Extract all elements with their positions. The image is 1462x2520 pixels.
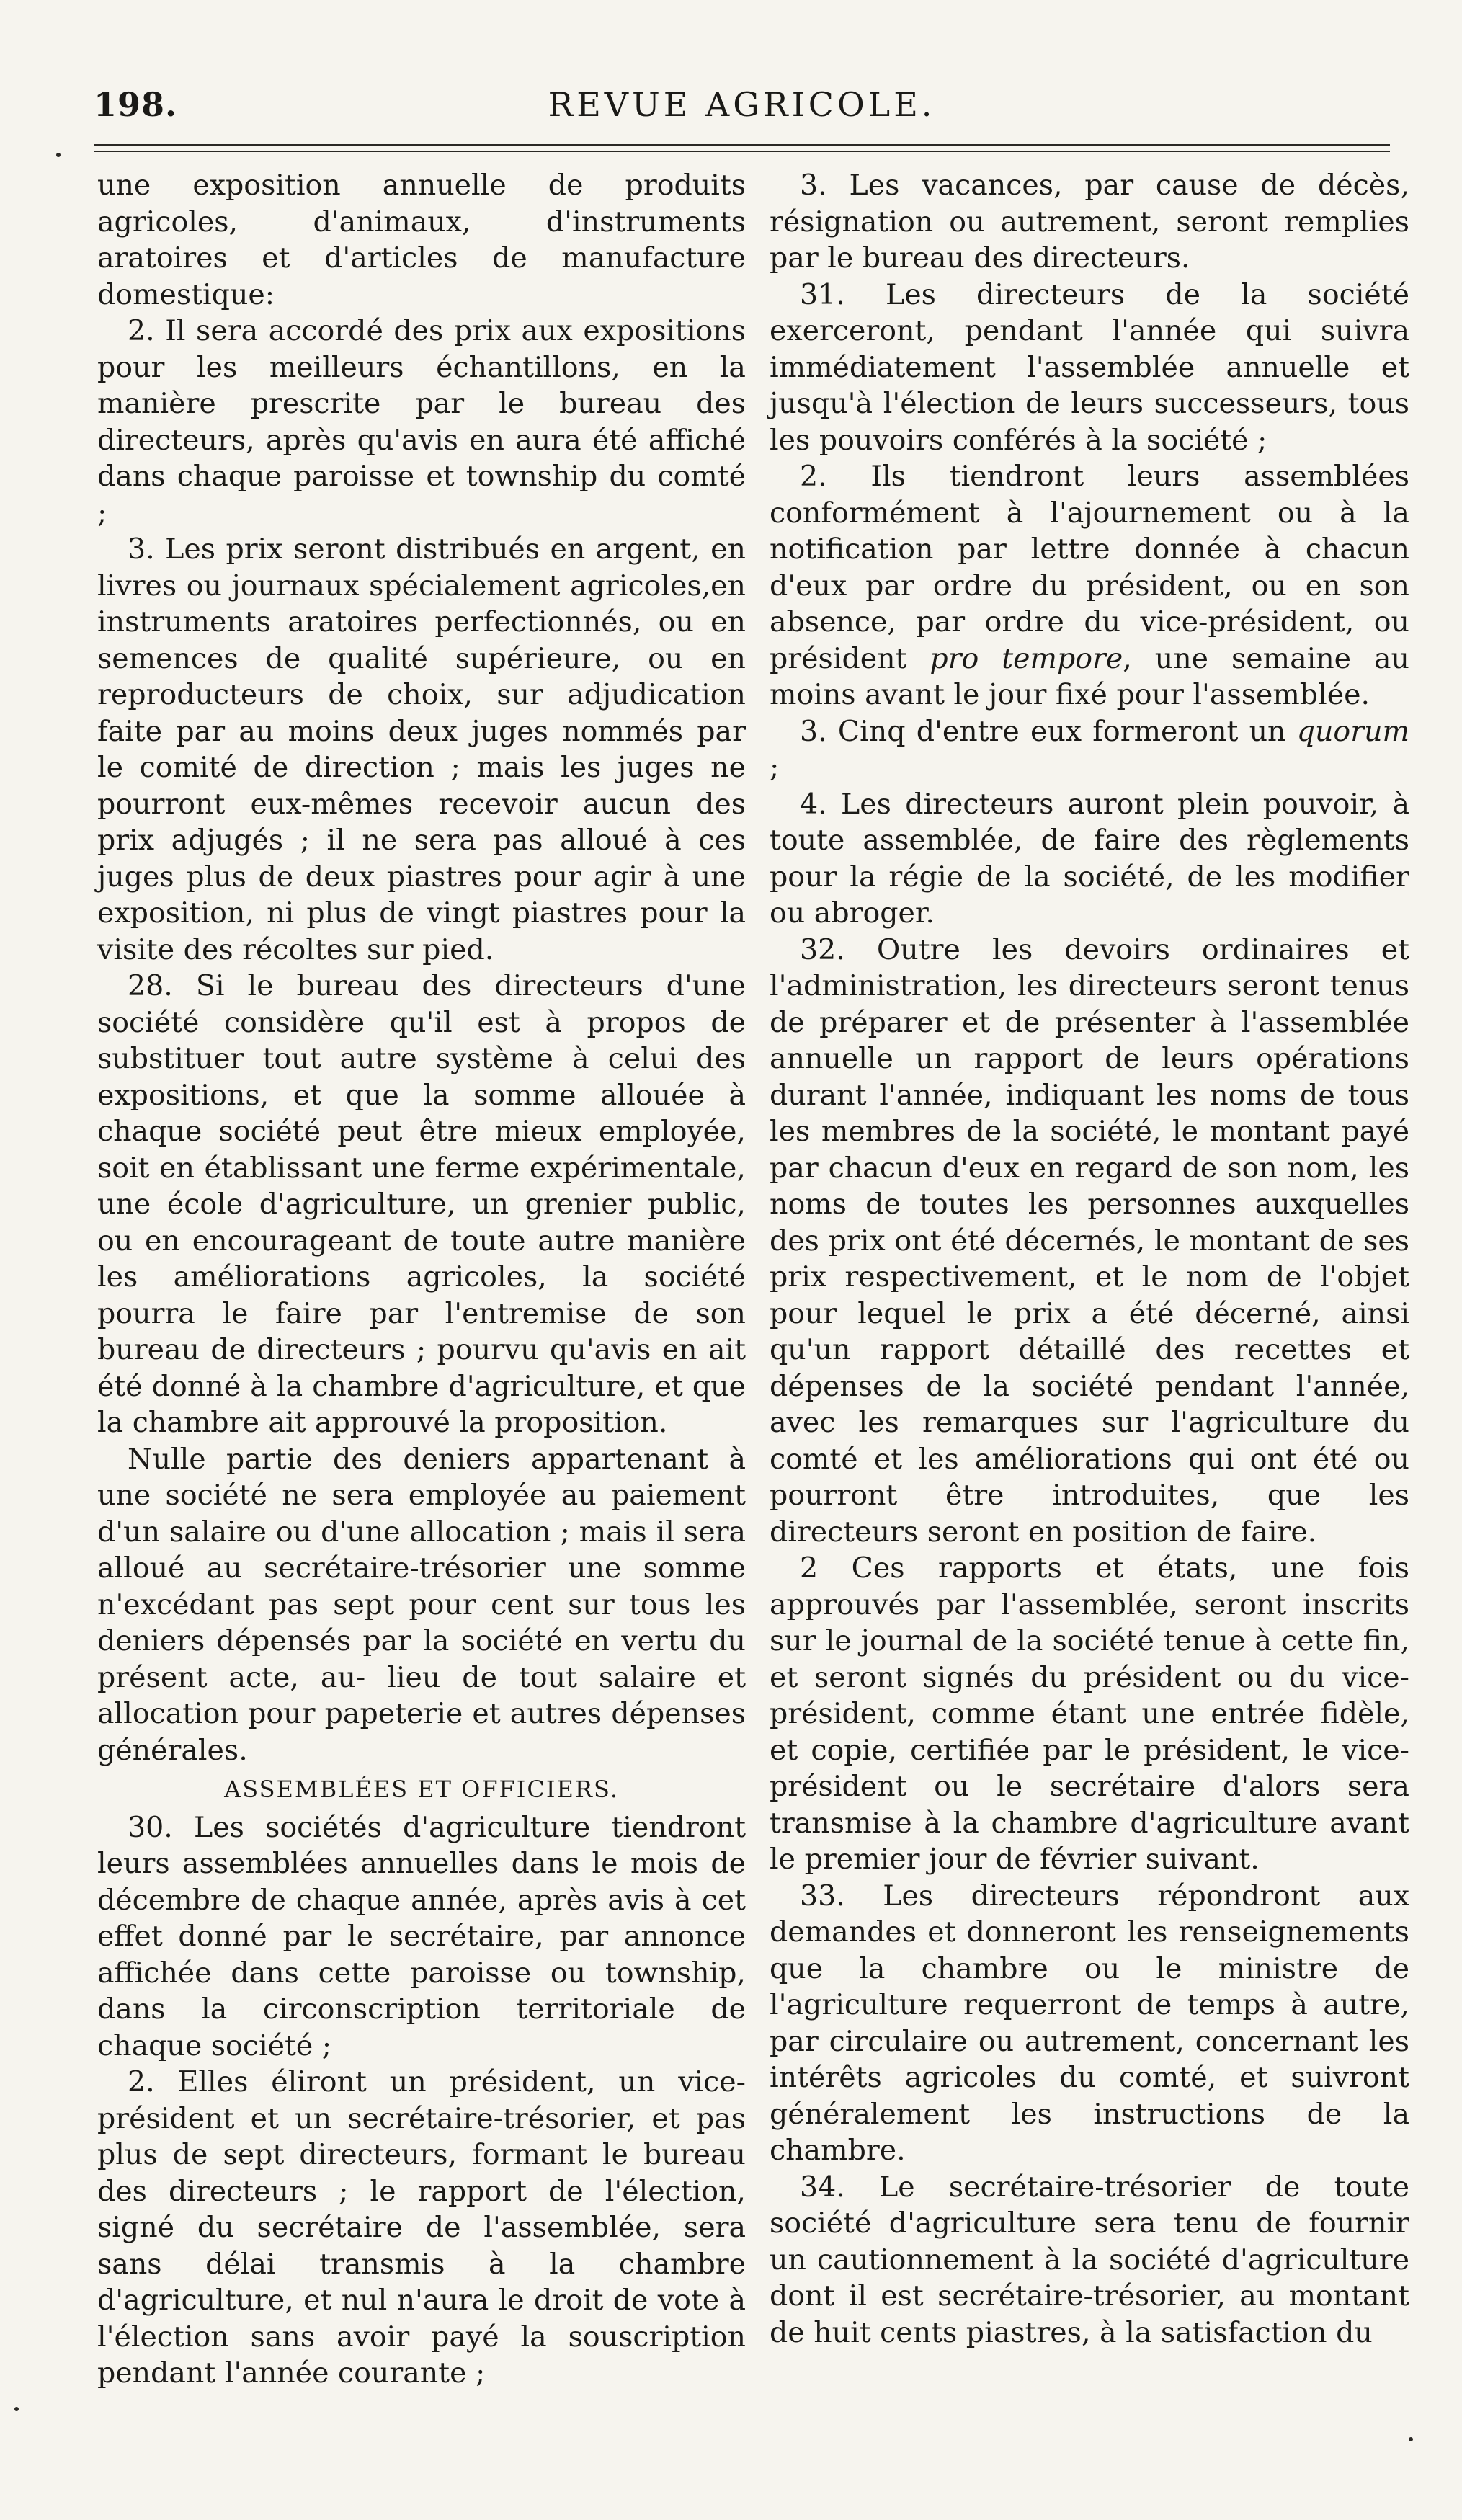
paragraph [770,713,1409,786]
paragraph-text: , une semaine au moins avant le jour fixé pour l'assemblée. [770,641,1409,711]
paragraph: 3. Les vacances, par cause de décès, résignation ou autrement, seront remplies par le bureau des directeurs. [770,169,1409,275]
page-number: 198. [94,85,178,124]
running-head [94,85,1390,135]
paragraph: Nulle partie des deniers appartenant à une société ne sera employée au paiement d'un salaire ou d'une allocation ; mais il sera alloué au secrétaire-trésorier une somme n'excédant pas sept pour cent sur tous les deniers dépensés par la société en vertu du présent acte, au- lieu de tout salaire et allocation pour papeterie et autres dépenses générales. [97,1442,746,1767]
paragraph: 31. Les directeurs de la société exerceront, pendant l'année qui suivra immédiatement l'assemblée annuelle et jusqu'à l'élection de leurs successeurs, tous les pouvoirs conférés à la société ; [770,277,1409,457]
paragraph-text: 3. Cinq d'entre eux formeront un [800,714,1297,748]
journal-title: REVUE AGRICOLE. [548,85,936,124]
ink-speck [1409,2437,1413,2441]
paragraph: 33. Les directeurs répondront aux demandes et donneront les renseignements que la chambre ou le ministre de l'agriculture requerront de temps à autre, par circulaire ou autrement, concernant les intérêts agricoles du comté, et suivront généralement les instructions de la chambre. [770,1879,1409,2167]
ink-speck [56,153,61,157]
paragraph-text: 2. Ils tiendront leurs assemblées conformément à l'ajournement ou à la notification par lettre donnée à chacun d'eux par ordre du président, ou en son absence, par ordre du vice-président, ou président [770,460,1409,675]
italic-term: pro tempore [930,641,1123,675]
paragraph: 28. Si le bureau des directeurs d'une société considère qu'il est à propos de substituer tout autre système à celui des expositions, et que la somme allouée à chaque société peut être mieux employée, soit en établissant une ferme expérimentale, une école d'agriculture, un grenier public, ou en encourageant de toute autre manière les améliorations agricoles, la société pourra le faire par l'entremise de son bureau de directeurs ; pourvu qu'avis en ait été donné à la chambre d'agriculture, et que la chambre ait approuvé la proposition. [97,969,746,1439]
paragraph: 3. Les prix seront distribués en argent, en livres ou journaux spécialement agricoles,en instruments aratoires perfectionnés, ou en semences de qualité supérieure, ou en reproducteurs de choix, sur adjudication faite par au moins deux juges nommés par le comité de direction ; mais les juges ne pourront eux-mêmes recevoir aucun des prix adjugés ; il ne sera pas alloué à ces juges plus de deux piastres pour agir à une exposition, ni plus de vingt piastres pour la visite des récoltes sur pied. [97,533,746,966]
right-column [770,167,1409,2351]
paragraph: 2 Ces rapports et états, une fois approuvés par l'assemblée, seront inscrits sur le journal de la société tenue à cette fin, et seront signés du président ou du vice-président, comme étant une entrée fidèle, et copie, certifiée par le président, le vice-président ou le secrétaire d'alors sera transmise à la chambre d'agriculture avant le premier jour de février suivant. [770,1551,1409,1876]
paragraph: 2. Elles éliront un président, un vice-président et un secrétaire-trésorier, et pas plus de sept directeurs, formant le bureau des directeurs ; le rapport de l'élection, signé du secrétaire de l'assemblée, sera sans délai transmis à la chambre d'agriculture, et nul n'aura le droit de vote à l'élection sans avoir payé la souscription pendant l'année courante ; [97,2065,746,2390]
paragraph: 30. Les sociétés d'agriculture tiendront leurs assemblées annuelles dans le mois de décembre de chaque année, après avis à cet effet donné par le secrétaire, par annonce affichée dans cette paroisse ou township, dans la circonscription territoriale de chaque société ; [97,1810,746,2062]
paragraph: 32. Outre les devoirs ordinaires et l'administration, les directeurs seront tenus de préparer et de présenter à l'assemblée annuelle un rapport de leurs opérations durant l'année, indiquant les noms de tous les membres de la société, le montant payé par chacun d'eux en regard de son nom, les noms de toutes les personnes auxquelles des prix ont été décernés, le montant de ses prix respectivement, et le nom de l'objet pour lequel le prix a été décerné, ainsi qu'un rapport détaillé des recettes et dépenses de la société pendant l'année, avec les remarques sur l'agriculture du comté et les améliorations qui ont été ou pourront être introduites, que les directeurs seront en position de faire. [770,932,1409,1549]
section-heading: ASSEMBLÉES ET OFFICIERS. [224,1776,619,1803]
left-column [97,167,746,2392]
paragraph: 4. Les directeurs auront plein pouvoir, à toute assemblée, de faire des règlements pour la régie de la société, de les modifier ou abroger. [770,787,1409,930]
ink-speck [14,2407,19,2411]
paragraph: 2. Il sera accordé des prix aux expositions pour les meilleurs échantillons, en la manière prescrite par le bureau des directeurs, après qu'avis en aura été affiché dans chaque paroisse et township du comté ; [97,314,746,530]
header-rule [94,144,1390,146]
paragraph: 34. Le secrétaire-trésorier de toute société d'agriculture sera tenu de fournir un cautionnement à la société d'agriculture dont il est secrétaire-trésorier, au montant de huit cents piastres, à la satisfaction du [770,2170,1409,2349]
paragraph [770,458,1409,713]
paragraph: une exposition annuelle de produits agricoles, d'animaux, d'instruments aratoires et d'articles de manufacture domestique: [97,169,746,311]
paragraph-text: ; [770,751,780,784]
italic-term: quorum [1296,714,1409,748]
header-rule-thin [94,151,1390,152]
